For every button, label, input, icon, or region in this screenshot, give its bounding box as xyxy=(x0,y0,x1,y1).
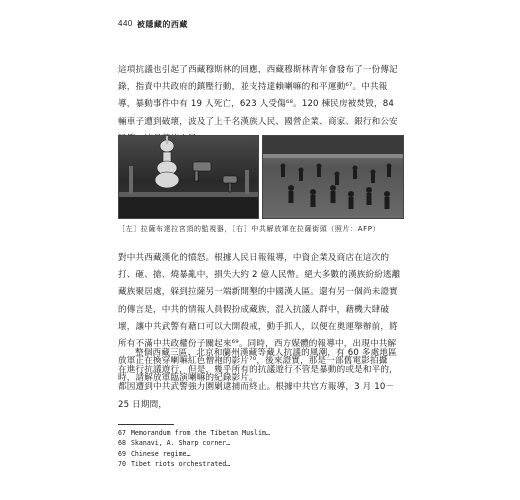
footnote-item xyxy=(118,449,270,459)
footnote-number: 67 xyxy=(118,429,126,437)
photo-soldiers-on-street xyxy=(262,135,404,219)
paragraph-1: 這項抗議也引起了西藏穆斯林的回應，西藏穆斯林青年會發布了一份傳記錄，指責中共政府的鎮壓行動，並支持達賴喇嘛的和平運動⁶⁷。中共報導，暴動事件中有 19 人死亡，623 人受傷⁶⁸。120 棟民房被焚毀，84 輛車子遭到破壞，波及了上千名漢族人民、國營企業、商家、銀行和公安 xyxy=(118,65,398,127)
footnote-text: Tibet riots orchestrated… xyxy=(130,459,231,468)
footnote-number: 68 xyxy=(118,439,126,448)
page-number: 440 xyxy=(118,19,133,28)
footnote-item xyxy=(118,459,270,469)
book-title: 被隱藏的西藏 xyxy=(136,20,188,29)
figure-caption: ［左］拉薩布達拉宮頂的監視器，［右］中共解放軍在拉薩街頭（照片：AFP） xyxy=(118,225,381,233)
footnote-item xyxy=(118,438,270,448)
footnote-text: Memorandum from the Tibetan Muslim… xyxy=(130,429,270,437)
footnote-divider xyxy=(118,424,174,425)
footnote-text: Chinese regime… xyxy=(130,449,191,458)
footnote-number: 70 xyxy=(118,459,126,468)
footnote-item xyxy=(118,428,270,438)
footnote-number: 69 xyxy=(118,449,126,458)
footnote-text: Skanavi, A. Sharp corner… xyxy=(130,439,231,448)
paragraph-2: 對中共西藏漢化的憤怒。根據人民日報報導，中資企業及商店在這次的打、砸、搶、燒暴亂中，損失大約 2 億人民幣。絕大多數的漢族紛紛逃離藏族聚居處，躲到拉薩另一端新開墾的中國漢人區。還有另一個尚未證實的傳言是，中共的情報人員假扮成藏族，混入抗議人群中，藉機大肆破壞，讓中共武警有藉口可以大開殺戒，動手抓人，以便在奧運舉辦前，將所有不滿中共政權份子關起來⁶⁹。同時，西方媒體的報導中，出現中共解放軍正在換穿喇嘛紅色僧袍的影片⁷⁰，後來證實，那是一部舊電影拍攝時，請解放軍臨演喇嘛的紀錄影片。 xyxy=(118,253,401,384)
photo-figure xyxy=(118,135,404,219)
running-header xyxy=(118,19,188,30)
paragraph-3: 整個西藏三區、北京和蘭州漢藏等藏人抗議的風潮，有 60 多處地區在進行抗議遊行，但是，幾乎所有的抗議遊行不管是暴動的或是和平的，都因遭到中共武警強力圍剿逮捕而終止。根據中共官方報導，3 月 10－25 日期間， xyxy=(118,348,398,410)
photo-palace-roof-cameras xyxy=(118,135,259,219)
footnote-list xyxy=(118,428,270,469)
